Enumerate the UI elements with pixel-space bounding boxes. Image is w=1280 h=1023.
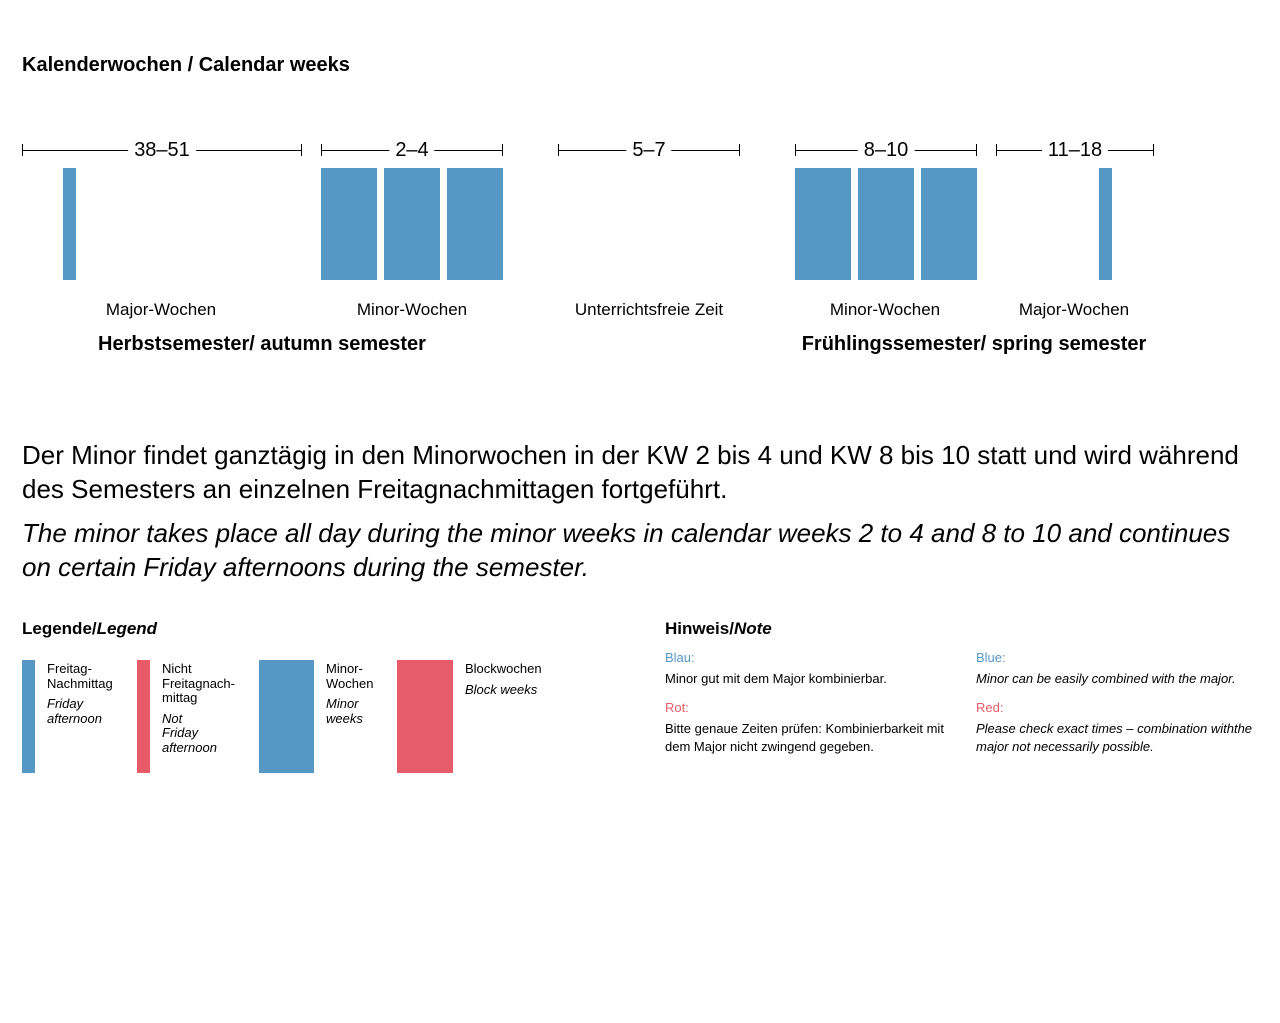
note-red-text-de: Bitte genaue Zeiten prüfen: Kombinierbarkeit mit dem Major nicht zwingend gegeben.: [665, 721, 944, 754]
legend-item-friday-afternoon: [47, 662, 132, 726]
minor-week-bar-kw9: [858, 168, 914, 280]
legend-item-block-weeks: [465, 662, 575, 697]
minor-week-bar-kw3: [384, 168, 440, 280]
range-label: 5–7: [626, 139, 671, 162]
minor-week-bar-kw10: [921, 168, 977, 280]
range-5-7: [558, 141, 740, 161]
range-label: 8–10: [858, 139, 915, 162]
description-de: Der Minor findet ganztägig in den Minorwochen in der KW 2 bis 4 und KW 8 bis 10 statt und wird während des Semesters an einzelnen Freitagnachmittagen fortgeführt.: [22, 440, 1239, 504]
range-2-4: [321, 141, 503, 161]
legend-title-en: Legend: [96, 619, 158, 638]
friday-afternoon-bar-autumn: [63, 168, 76, 280]
minor-week-bar-kw2: [321, 168, 377, 280]
note-title-en: Note: [733, 619, 772, 638]
legend-text-en: Block weeks: [465, 681, 538, 697]
legend-swatch-block-weeks: [397, 660, 453, 773]
legend-text-en: Friday afternoon: [47, 696, 102, 726]
legend-swatch-friday-afternoon: [22, 660, 35, 773]
description-en: The minor takes place all day during the minor weeks in calendar weeks 2 to 4 and 8 to 10 and continues on certain Friday afternoons during the semester.: [22, 518, 1231, 582]
phase-label: Major-Wochen: [1018, 300, 1130, 319]
note-blue-text-en: Minor can be easily combined with the major.: [976, 671, 1236, 686]
note-blue-heading-en: Blue:: [976, 650, 1006, 665]
note-red-heading-en: Red:: [976, 700, 1004, 715]
legend-text-de: Minor- Wochen: [326, 661, 374, 691]
note-blue-text-de: Minor gut mit dem Major kombinierbar.: [665, 671, 887, 686]
legend-swatch-minor-weeks: [259, 660, 314, 773]
minor-week-bar-kw8: [795, 168, 851, 280]
note-blue-heading-de: Blau:: [665, 650, 695, 665]
phase-label: Unterrichtsfreie Zeit: [574, 300, 724, 319]
phase-label: Minor-Wochen: [829, 300, 941, 319]
range-8-10: [795, 141, 977, 161]
legend-text-de: Freitag- Nachmittag: [47, 661, 113, 691]
friday-afternoon-bar-spring: [1099, 168, 1112, 280]
legend-text-de: Nicht Freitagnach- mittag: [162, 661, 235, 705]
note-title: [665, 619, 772, 639]
semester-label-spring: Frühlingssemester/ spring semester: [801, 333, 1147, 355]
phase-label: Minor-Wochen: [356, 300, 468, 319]
semester-label-autumn: Herbstsemester/ autumn semester: [98, 333, 426, 355]
note-red-text-en: Please check exact times – combination withthe major not necessarily possible.: [976, 721, 1253, 754]
range-label: 2–4: [389, 139, 434, 162]
range-label: 38–51: [128, 139, 196, 162]
legend-item-minor-weeks: [326, 662, 391, 726]
minor-week-bar-kw4: [447, 168, 503, 280]
page-title: Kalenderwochen / Calendar weeks: [22, 54, 350, 76]
phase-label: Major-Wochen: [105, 300, 217, 319]
legend-text-en: Minor weeks: [326, 696, 363, 726]
range-38-51: [22, 141, 302, 161]
legend-swatch-not-friday-afternoon: [137, 660, 150, 773]
legend-title-de: Legende/: [22, 619, 97, 638]
legend-item-not-friday-afternoon: [162, 662, 252, 755]
range-label: 11–18: [1042, 139, 1108, 162]
legend-text-en: Not Friday afternoon: [162, 710, 217, 755]
legend-text-de: Blockwochen: [465, 661, 542, 676]
note-title-de: Hinweis/: [665, 619, 734, 638]
note-red-heading-de: Rot:: [665, 700, 689, 715]
range-11-18: [996, 141, 1154, 161]
legend-title: [22, 619, 157, 639]
